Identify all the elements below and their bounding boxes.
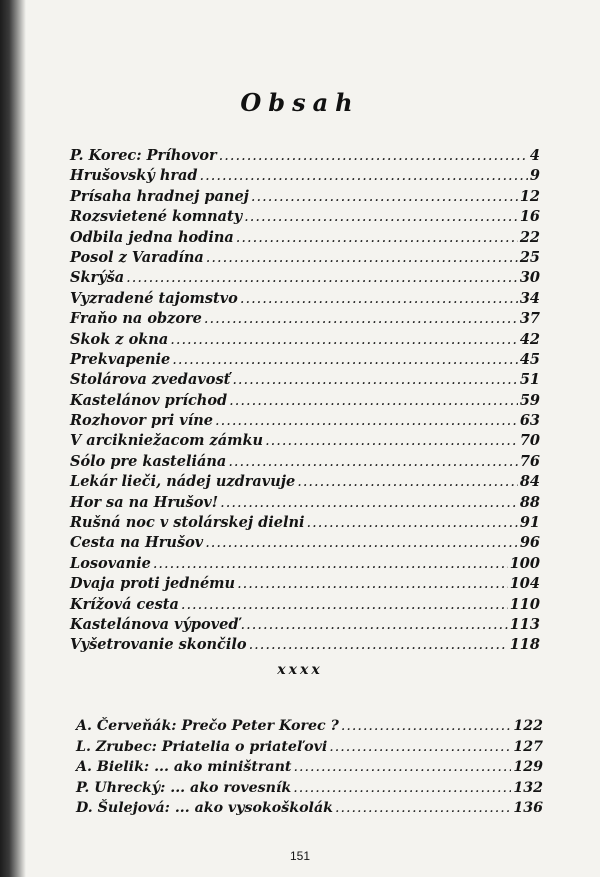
toc-entry-title: Posol z Varadína: [70, 248, 204, 266]
dot-leader: [220, 495, 518, 511]
dot-leader: [293, 780, 511, 796]
dot-leader: [241, 617, 508, 633]
toc-entry-page: 110: [509, 595, 540, 613]
dot-leader: [170, 332, 518, 348]
toc-entry-title: Odbila jedna hodina: [70, 228, 234, 246]
toc-entry-page: 104: [509, 575, 540, 593]
toc-entry-page: 51: [519, 371, 540, 389]
dot-leader: [206, 250, 518, 266]
toc-entry: [76, 718, 543, 739]
toc-entry-page: 22: [519, 228, 540, 246]
appendix-contents: [76, 718, 543, 821]
toc-entry-title: Rušná noc v stolárskej dielni: [70, 514, 305, 532]
dot-leader: [236, 230, 518, 246]
toc-entry-title: A. Červeňák: Prečo Peter Korec ?: [76, 718, 339, 734]
toc-entry-title: Kastelánova výpoveď: [70, 615, 239, 633]
toc-entry-page: 84: [519, 473, 540, 491]
dot-leader: [293, 759, 511, 775]
dot-leader: [244, 209, 518, 225]
toc-entry: [70, 188, 540, 208]
toc-entry-page: 16: [519, 208, 540, 226]
toc-entry-page: 76: [519, 452, 540, 470]
toc-entry-page: 136: [513, 800, 543, 817]
toc-entry-title: Rozsvietené komnaty: [70, 208, 243, 226]
toc-entry: [70, 290, 540, 310]
dot-leader: [237, 576, 508, 592]
toc-entry-page: 25: [519, 248, 540, 266]
toc-entry: [70, 514, 540, 534]
page-number: 151: [289, 849, 311, 863]
toc-entry-page: 100: [509, 554, 540, 572]
toc-entry-page: 34: [519, 289, 540, 307]
toc-entry-page: 88: [519, 493, 540, 511]
toc-entry-page: 30: [519, 269, 540, 287]
toc-entry-title: D. Šulejová: ... ako vysokoškolák: [76, 800, 333, 817]
dot-leader: [335, 800, 511, 816]
toc-entry-title: V arcikniežacom zámku: [70, 432, 264, 450]
toc-entry: [70, 534, 540, 554]
toc-entry: [76, 800, 543, 821]
toc-entry: [70, 596, 540, 616]
dot-leader: [249, 637, 508, 653]
toc-entry-title: Fraňo na obzore: [70, 310, 202, 328]
toc-entry: [76, 780, 543, 801]
toc-entry-page: 59: [519, 391, 540, 409]
toc-entry-title: P. Korec: Príhovor: [70, 147, 217, 164]
toc-entry-title: L. Zrubec: Priatelia o priateľovi: [76, 738, 328, 755]
dot-leader: [307, 515, 518, 531]
toc-entry-title: Vyzradené tajomstvo: [70, 289, 238, 307]
toc-entry-page: 96: [519, 534, 540, 552]
page-title: Obsah: [240, 88, 360, 117]
toc-entry-page: 42: [519, 330, 540, 348]
dot-leader: [181, 597, 508, 613]
toc-entry: [70, 269, 540, 289]
toc-entry: [70, 453, 540, 473]
book-spine-shadow: [0, 0, 26, 877]
dot-leader: [219, 148, 528, 164]
toc-entry-title: Krížová cesta: [70, 595, 179, 613]
dot-leader: [229, 393, 518, 409]
toc-entry: [70, 412, 540, 432]
toc-entry: [70, 147, 540, 167]
toc-entry-title: Skok z okna: [70, 330, 169, 348]
toc-entry-page: 4: [529, 147, 540, 164]
dot-leader: [251, 189, 518, 205]
toc-entry-page: 63: [519, 412, 540, 430]
toc-entry: [70, 432, 540, 452]
dot-leader: [329, 739, 511, 755]
dot-leader: [341, 718, 512, 734]
toc-entry: [70, 494, 540, 514]
toc-entry: [76, 759, 543, 780]
toc-entry: [70, 555, 540, 575]
dot-leader: [153, 556, 508, 572]
dot-leader: [205, 535, 518, 551]
toc-entry-page: 91: [519, 514, 540, 532]
toc-entry-page: 127: [513, 738, 543, 755]
toc-entry: [70, 331, 540, 351]
toc-entry-page: 70: [519, 432, 540, 450]
toc-entry-page: 12: [519, 187, 540, 205]
toc-entry-title: A. Bielik: ... ako miništrant: [76, 759, 292, 776]
toc-entry: [70, 616, 540, 636]
toc-entry-title: Cesta na Hrušov: [70, 534, 204, 552]
toc-entry: [70, 575, 540, 595]
toc-entry: [70, 167, 540, 187]
toc-entry-page: 132: [513, 779, 543, 796]
dot-leader: [204, 311, 518, 327]
dot-leader: [126, 270, 518, 286]
toc-entry-title: Losovanie: [70, 554, 151, 572]
toc-entry-page: 118: [509, 636, 540, 654]
toc-entry-title: Hrušovský hrad: [70, 167, 198, 185]
toc-entry: [70, 636, 540, 656]
toc-entry-page: 45: [519, 350, 540, 368]
toc-entry-title: Rozhovor pri víne: [70, 412, 213, 430]
toc-entry-title: Dvaja proti jednému: [70, 575, 236, 593]
toc-entry-page: 9: [529, 167, 540, 185]
toc-entry-title: Hor sa na Hrušov!: [70, 493, 219, 511]
section-separator: xxxx: [277, 662, 323, 678]
dot-leader: [297, 474, 518, 490]
toc-entry-title: Prísaha hradnej panej: [70, 187, 249, 205]
toc-entry-title: Prekvapenie: [70, 350, 171, 368]
toc-entry-page: 113: [509, 615, 540, 633]
dot-leader: [215, 413, 518, 429]
toc-entry-title: Sólo pre kasteliána: [70, 452, 227, 470]
toc-entry-title: Kastelánov príchod: [70, 391, 228, 409]
toc-entry-title: Stolárova zvedavosť: [70, 371, 231, 389]
dot-leader: [172, 352, 518, 368]
toc-entry-page: 122: [513, 718, 543, 734]
toc-entry-page: 37: [519, 310, 540, 328]
toc-entry-title: Vyšetrovanie skončilo: [70, 636, 247, 654]
table-of-contents: [70, 147, 540, 657]
dot-leader: [200, 168, 528, 184]
dot-leader: [240, 291, 518, 307]
toc-entry: [70, 229, 540, 249]
toc-entry-title: Skrýša: [70, 269, 125, 287]
dot-leader: [265, 433, 518, 449]
toc-entry: [70, 473, 540, 493]
toc-entry: [70, 392, 540, 412]
dot-leader: [228, 454, 518, 470]
toc-entry: [70, 310, 540, 330]
toc-entry-title: P. Uhrecký: ... ako rovesník: [76, 779, 292, 796]
dot-leader: [232, 372, 518, 388]
toc-entry: [70, 249, 540, 269]
toc-entry: [76, 739, 543, 760]
toc-entry: [70, 371, 540, 391]
toc-entry: [70, 208, 540, 228]
toc-entry: [70, 351, 540, 371]
toc-entry-page: 129: [513, 759, 543, 776]
toc-entry-title: Lekár lieči, nádej uzdravuje: [70, 473, 296, 491]
